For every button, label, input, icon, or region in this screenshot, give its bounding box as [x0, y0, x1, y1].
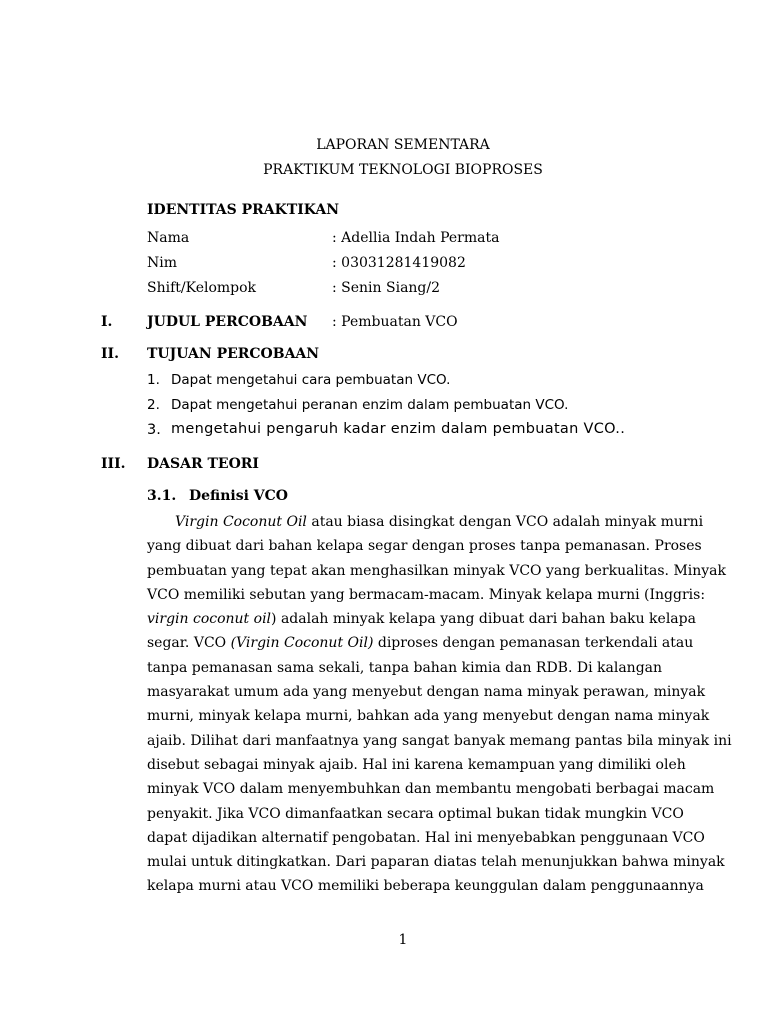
paragraph-line: ajaib. Dilihat dari manfaatnya yang sangat banyak memang pantas bila minyak ini [147, 732, 732, 749]
subsection-heading: Definisi VCO [189, 488, 288, 504]
paragraph-line: dapat dijadikan alternatif pengobatan. Hal ini menyebabkan penggunaan VCO [147, 829, 705, 846]
identity-heading: IDENTITAS PRAKTIKAN [147, 202, 340, 218]
section3-heading: DASAR TEORI [147, 456, 259, 472]
objective-text-2: Dapat mengetahui peranan enzim dalam pembuatan VCO. [171, 397, 569, 413]
section2-heading: TUJUAN PERCOBAAN [147, 346, 320, 362]
page-number: 1 [398, 932, 408, 948]
paragraph-line: penyakit. Jika VCO dimanfaatkan secara optimal bukan tidak mungkin VCO [147, 805, 684, 822]
paragraph-line: virgin coconut oil) adalah minyak kelapa yang dibuat dari bahan baku kelapa [147, 611, 696, 628]
paragraph-line: segar. VCO (Virgin Coconut Oil) diproses dengan pemanasan terkendali atau [147, 635, 694, 652]
section1-number: I. [101, 314, 113, 330]
subsection-number: 3.1. [147, 488, 177, 504]
section2-number: II. [101, 346, 119, 362]
identity-value-nim: : 03031281419082 [332, 255, 466, 271]
paragraph-line: disebut sebagai minyak ajaib. Hal ini karena kemampuan yang dimiliki oleh [147, 756, 686, 773]
italic-term: virgin coconut oil [147, 611, 272, 628]
objective-number-1: 1. [147, 372, 160, 388]
paragraph-line: mulai untuk ditingkatkan. Dari paparan diatas telah menunjukkan bahwa minyak [147, 854, 725, 871]
report-title: LAPORAN SEMENTARA [316, 137, 490, 153]
objective-number-2: 2. [147, 397, 160, 413]
paragraph-line: masyarakat umum ada yang menyebut dengan nama minyak perawan, minyak [147, 684, 706, 701]
paragraph-line: Virgin Coconut Oil atau biasa disingkat dengan VCO adalah minyak murni [175, 514, 704, 530]
paragraph-line: murni, minyak kelapa murni, bahkan ada yang menyebut dengan nama minyak [147, 708, 710, 725]
section1-heading: JUDUL PERCOBAAN [147, 314, 308, 330]
identity-label-name: Nama [147, 230, 190, 246]
objective-text-3: mengetahui pengaruh kadar enzim dalam pembuatan VCO.. [171, 421, 626, 437]
paragraph-line: VCO memiliki sebutan yang bermacam-macam. Minyak kelapa murni (Inggris: [147, 586, 706, 603]
theory-paragraph [147, 510, 732, 899]
identity-value-name: : Adellia Indah Permata [332, 230, 500, 246]
section3-number: III. [101, 456, 126, 472]
paragraph-line: pembuatan yang tepat akan menghasilkan minyak VCO yang berkualitas. Minyak [147, 562, 727, 579]
paragraph-line: minyak VCO dalam menyembuhkan dan membantu mengobati berbagai macam [147, 781, 715, 798]
section1-value: : Pembuatan VCO [332, 314, 458, 330]
report-subtitle: PRAKTIKUM TEKNOLOGI BIOPROSES [263, 162, 543, 178]
objective-text-1: Dapat mengetahui cara pembuatan VCO. [171, 372, 451, 388]
identity-value-shift: : Senin Siang/2 [332, 280, 441, 296]
italic-term: Virgin Coconut Oil [175, 514, 307, 530]
identity-label-nim: Nim [147, 255, 178, 271]
italic-term: (Virgin Coconut Oil) [230, 635, 374, 652]
paragraph-line: yang dibuat dari bahan kelapa segar dengan proses tanpa pemanasan. Proses [147, 538, 702, 555]
identity-label-shift: Shift/Kelompok [147, 280, 257, 296]
objective-number-3: 3. [147, 422, 161, 438]
paragraph-line: tanpa pemanasan sama sekali, tanpa bahan kimia dan RDB. Di kalangan [147, 659, 663, 676]
paragraph-line: kelapa murni atau VCO memiliki beberapa keunggulan dalam penggunaannya [147, 878, 704, 895]
